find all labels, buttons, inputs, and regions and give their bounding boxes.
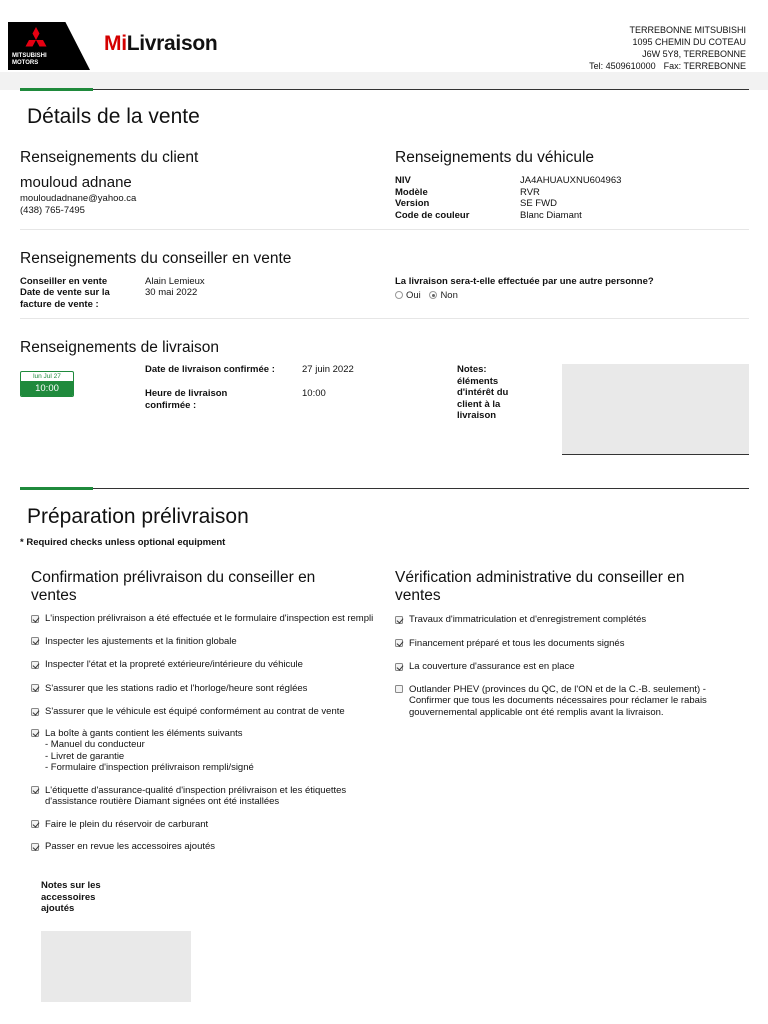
radio-non[interactable] bbox=[429, 290, 457, 301]
admin-checklist bbox=[395, 614, 745, 718]
dealer-address-line2: J6W 5Y8, TERREBONNE bbox=[642, 49, 746, 59]
checklist-item-label: S'assurer que les stations radio et l'horloge/heure sont réglées bbox=[45, 682, 308, 694]
checklist-item-label: Financement préparé et tous les documents signés bbox=[409, 637, 625, 649]
checkbox[interactable] bbox=[31, 661, 39, 669]
vehicle-heading: Renseignements du véhicule bbox=[395, 149, 595, 166]
vehicle-row bbox=[395, 187, 735, 199]
required-note: * Required checks unless optional equipment bbox=[20, 537, 226, 548]
checklist-item[interactable] bbox=[31, 636, 376, 648]
dealer-info bbox=[589, 24, 746, 72]
divider bbox=[20, 318, 749, 319]
checkbox[interactable] bbox=[31, 820, 39, 828]
radio-oui-label: Oui bbox=[406, 290, 421, 301]
logo-text: MITSUBISHI MOTORS bbox=[12, 53, 47, 66]
checklist-item-label: Inspecter les ajustements et la finition globale bbox=[45, 635, 237, 647]
checklist-item[interactable] bbox=[31, 728, 376, 774]
checkbox[interactable] bbox=[395, 685, 403, 693]
sale-date-label: Date de vente sur la facture de vente : bbox=[20, 287, 110, 310]
checklist-item-label: La boîte à gants contient les éléments suivants - Manuel du conducteur - Livret de garantie - Formulaire d'inspection prélivraison rempli/signé bbox=[45, 727, 254, 773]
checklist-item-label: Faire le plein du réservoir de carburant bbox=[45, 818, 209, 830]
admin-verify-heading: Vérification administrative du conseiller en ventes bbox=[395, 569, 685, 604]
checkbox[interactable] bbox=[31, 786, 39, 794]
advisor-value: Alain Lemieux bbox=[145, 276, 205, 287]
delivery-date-label: Date de livraison confirmée : bbox=[145, 364, 275, 375]
radio-non-label: Non bbox=[440, 290, 458, 301]
delivery-heading: Renseignements de livraison bbox=[20, 339, 220, 356]
vehicle-label: Version bbox=[395, 198, 430, 209]
checkbox[interactable] bbox=[395, 639, 403, 647]
checkbox[interactable] bbox=[31, 708, 39, 716]
advisor-label: Conseiller en vente bbox=[20, 276, 108, 287]
client-phone: (438) 765-7495 bbox=[20, 205, 85, 216]
checklist-item[interactable] bbox=[31, 841, 376, 853]
brand-mi: Mi bbox=[104, 32, 127, 55]
section-divider bbox=[20, 488, 749, 489]
checklist-item-label: Inspecter l'état et la propreté extérieure/intérieure du véhicule bbox=[45, 659, 303, 670]
vehicle-table bbox=[395, 175, 735, 221]
checkbox[interactable] bbox=[395, 663, 403, 671]
calendar-time: 10:00 bbox=[21, 381, 73, 396]
advisor-confirm-heading: Confirmation prélivraison du conseiller en ventes bbox=[31, 569, 316, 604]
divider bbox=[20, 229, 749, 230]
client-heading: Renseignements du client bbox=[20, 149, 199, 166]
section-accent bbox=[20, 88, 93, 91]
vehicle-label: NIV bbox=[395, 175, 411, 186]
checklist-item[interactable] bbox=[395, 684, 745, 719]
other-person-radio-group bbox=[395, 290, 458, 302]
checkbox[interactable] bbox=[395, 616, 403, 624]
checklist-item[interactable] bbox=[31, 785, 376, 808]
checklist-item-label: S'assurer que le véhicule est équipé conformément au contrat de vente bbox=[45, 706, 345, 717]
sale-details-title: Détails de la vente bbox=[27, 105, 200, 128]
checkbox[interactable] bbox=[31, 843, 39, 851]
checklist-item[interactable] bbox=[31, 819, 376, 831]
dealer-tel: Tel: 4509610000 bbox=[589, 61, 656, 71]
calendar-day: lun Jul 27 bbox=[33, 373, 61, 380]
checklist-item-label: Outlander PHEV (provinces du QC, de l'ON et de la C.-B. seulement) - Confirmer que tous les documents nécessaires pour réclamer le rabais gouvernemental applicable ont été remplis avant la livraison. bbox=[409, 683, 707, 718]
vehicle-value: RVR bbox=[520, 186, 540, 198]
delivery-notes-label: Notes: éléments d'intérêt du client à la livraison bbox=[457, 364, 509, 421]
checklist-item[interactable] bbox=[31, 659, 376, 671]
calendar-badge bbox=[20, 371, 74, 397]
checklist-item[interactable] bbox=[395, 614, 745, 626]
checklist-item-label: L'étiquette d'assurance-qualité d'inspection prélivraison et les étiquettes d'assistance routière Diamant signées ont été installées bbox=[45, 784, 347, 807]
prep-title: Préparation prélivraison bbox=[27, 505, 249, 528]
checklist-item[interactable] bbox=[31, 613, 376, 625]
accessory-notes-label: Notes sur les accessoires ajoutés bbox=[41, 880, 101, 914]
vehicle-label: Code de couleur bbox=[395, 209, 470, 221]
radio-oui[interactable] bbox=[395, 290, 421, 301]
checklist-item[interactable] bbox=[31, 706, 376, 718]
vehicle-value: JA4AHUAUXNU604963 bbox=[520, 175, 622, 186]
checklist-item[interactable] bbox=[31, 683, 376, 695]
checkbox[interactable] bbox=[31, 684, 39, 692]
vehicle-row bbox=[395, 210, 735, 222]
client-email: mouloudadnane@yahoo.ca bbox=[20, 193, 137, 204]
other-person-question: La livraison sera-t-elle effectuée par une autre personne? bbox=[395, 276, 654, 287]
dealer-fax: Fax: TERREBONNE bbox=[663, 61, 746, 71]
delivery-time-label: Heure de livraison confirmée : bbox=[145, 388, 228, 411]
vehicle-value: SE FWD bbox=[520, 198, 557, 209]
checklist-item[interactable] bbox=[395, 638, 745, 650]
vehicle-value: Blanc Diamant bbox=[520, 209, 582, 221]
checklist-item-label: Passer en revue les accessoires ajoutés bbox=[45, 841, 216, 852]
dealer-name: TERREBONNE MITSUBISHI bbox=[629, 25, 746, 35]
checkbox[interactable] bbox=[31, 729, 39, 737]
vehicle-row bbox=[395, 198, 735, 210]
delivery-notes-field[interactable] bbox=[562, 364, 749, 455]
checklist-item[interactable] bbox=[395, 661, 745, 673]
delivery-time-value: 10:00 bbox=[302, 388, 326, 399]
checkbox[interactable] bbox=[31, 615, 39, 623]
vehicle-row bbox=[395, 175, 735, 187]
mitsubishi-diamonds-icon bbox=[18, 27, 54, 53]
header-band bbox=[0, 72, 768, 90]
section-divider bbox=[20, 89, 749, 90]
checkbox[interactable] bbox=[31, 637, 39, 645]
radio-non-circle[interactable] bbox=[429, 291, 437, 299]
checklist-item-label: La couverture d'assurance est en place bbox=[409, 661, 575, 672]
advisor-heading: Renseignements du conseiller en vente bbox=[20, 250, 292, 267]
sale-date-value: 30 mai 2022 bbox=[145, 287, 198, 298]
advisor-checklist bbox=[31, 613, 376, 853]
checklist-item-label: L'inspection prélivraison a été effectuée et le formulaire d'inspection est rempli bbox=[45, 613, 374, 624]
delivery-date-value: 27 juin 2022 bbox=[302, 364, 354, 375]
radio-oui-circle[interactable] bbox=[395, 291, 403, 299]
checklist-item-label: Travaux d'immatriculation et d'enregistrement complétés bbox=[409, 614, 647, 625]
section-accent bbox=[20, 487, 93, 490]
app-brand bbox=[104, 32, 217, 56]
brand-livraison: Livraison bbox=[126, 32, 218, 55]
vehicle-label: Modèle bbox=[395, 186, 428, 198]
client-name: mouloud adnane bbox=[20, 174, 132, 191]
accessory-notes-field[interactable] bbox=[41, 931, 191, 1002]
dealer-address-line1: 1095 CHEMIN DU COTEAU bbox=[632, 37, 746, 47]
